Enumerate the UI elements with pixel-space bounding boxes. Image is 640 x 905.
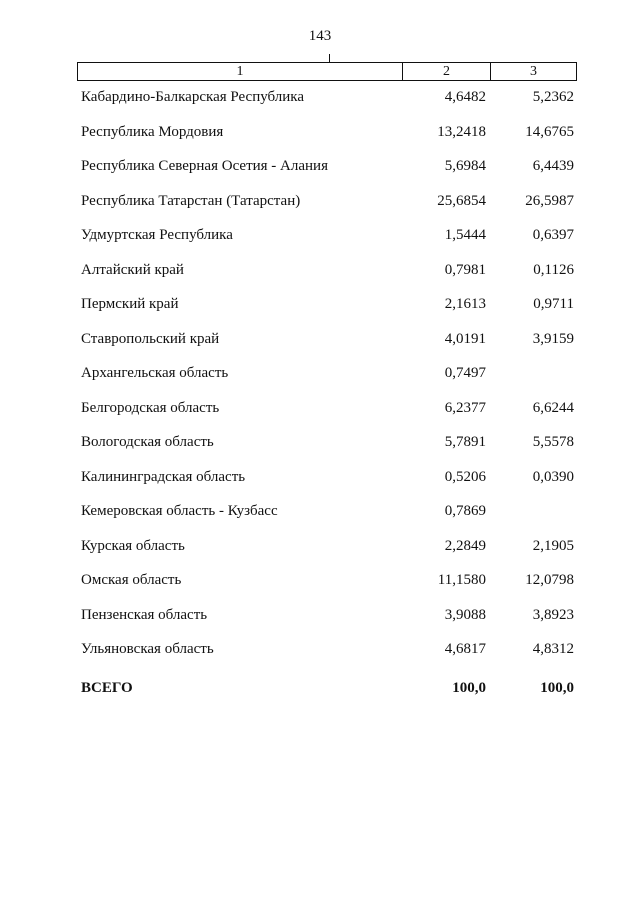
value-col-3: 3,8923 [532, 606, 574, 623]
region-name: Пензенская область [81, 606, 208, 623]
table-row [0, 572, 640, 607]
region-name: Кабардино-Балкарская Республика [81, 89, 305, 105]
table-row [0, 434, 640, 469]
region-name: Белгородская область [81, 399, 220, 416]
value-col-2: 3,9088 [444, 606, 486, 623]
value-col-3: 26,5987 [525, 192, 574, 209]
value-col-2: 4,6817 [444, 641, 486, 657]
table-row [0, 331, 640, 366]
value-col-2: 4,0191 [444, 330, 486, 347]
total-value-col-3: 100,0 [540, 680, 574, 696]
total-row [0, 680, 640, 702]
total-value-col-2: 100,0 [452, 680, 486, 696]
table-row [0, 193, 640, 228]
region-name: Кемеровская область - Кузбасс [81, 503, 278, 519]
region-name: Республика Северная Осетия - Алания [81, 158, 328, 174]
table-row [0, 400, 640, 435]
value-col-2: 6,2377 [444, 399, 486, 416]
table-row [0, 538, 640, 573]
region-name: Ульяновская область [81, 641, 214, 657]
value-col-2: 5,7891 [444, 434, 486, 450]
value-col-2: 0,7981 [444, 261, 486, 278]
region-name: Пермский край [81, 296, 179, 312]
value-col-2: 13,2418 [437, 123, 486, 140]
value-col-2: 25,6854 [437, 192, 486, 209]
value-col-3: 0,1126 [533, 261, 574, 278]
table-row [0, 365, 640, 400]
table-row [0, 124, 640, 159]
region-name: Удмуртская Республика [81, 227, 233, 243]
region-name: Омская область [81, 572, 182, 588]
value-col-2: 11,1580 [437, 572, 486, 588]
region-name: Архангельская область [81, 365, 229, 381]
value-col-3: 12,0798 [525, 572, 574, 588]
value-col-2: 0,7869 [444, 503, 486, 519]
region-name: Республика Мордовия [81, 123, 224, 140]
value-col-3: 0,6397 [532, 227, 574, 243]
value-col-3: 5,5578 [532, 434, 574, 450]
table-row [0, 641, 640, 676]
region-name: Вологодская область [81, 434, 214, 450]
value-col-3: 3,9159 [532, 330, 574, 347]
value-col-2: 0,7497 [444, 365, 486, 381]
value-col-3: 6,6244 [532, 399, 574, 416]
region-name: Ставропольский край [81, 330, 220, 347]
value-col-2: 1,5444 [444, 227, 486, 243]
value-col-2: 5,6984 [444, 158, 486, 174]
header-col-2: 2 [403, 63, 491, 80]
value-col-2: 2,2849 [444, 537, 486, 554]
value-col-3: 2,1905 [532, 537, 574, 554]
region-name: Алтайский край [81, 261, 184, 278]
total-label: ВСЕГО [81, 680, 133, 696]
table-row [0, 469, 640, 504]
value-col-2: 0,5206 [444, 468, 486, 485]
value-col-3: 5,2362 [532, 89, 574, 105]
value-col-3: 0,9711 [533, 296, 574, 312]
header-col-3: 3 [530, 64, 537, 79]
value-col-3: 6,4439 [532, 158, 574, 174]
value-col-3: 4,8312 [532, 641, 574, 657]
header-col-1: 1 [78, 63, 403, 80]
region-name: Калининградская область [81, 468, 246, 485]
value-col-3: 0,0390 [532, 468, 574, 485]
table-row [0, 227, 640, 262]
table-header [77, 62, 577, 81]
region-name: Республика Татарстан (Татарстан) [81, 192, 301, 209]
value-col-2: 4,6482 [444, 89, 486, 105]
table-row [0, 89, 640, 124]
table-row [0, 262, 640, 297]
page-number: 143 [308, 28, 332, 44]
table-row [0, 158, 640, 193]
table-row [0, 607, 640, 642]
table-row [0, 503, 640, 538]
value-col-2: 2,1613 [444, 296, 486, 312]
table-row [0, 296, 640, 331]
region-name: Курская область [81, 537, 185, 554]
value-col-3: 14,6765 [525, 123, 574, 140]
table-body [0, 89, 640, 676]
